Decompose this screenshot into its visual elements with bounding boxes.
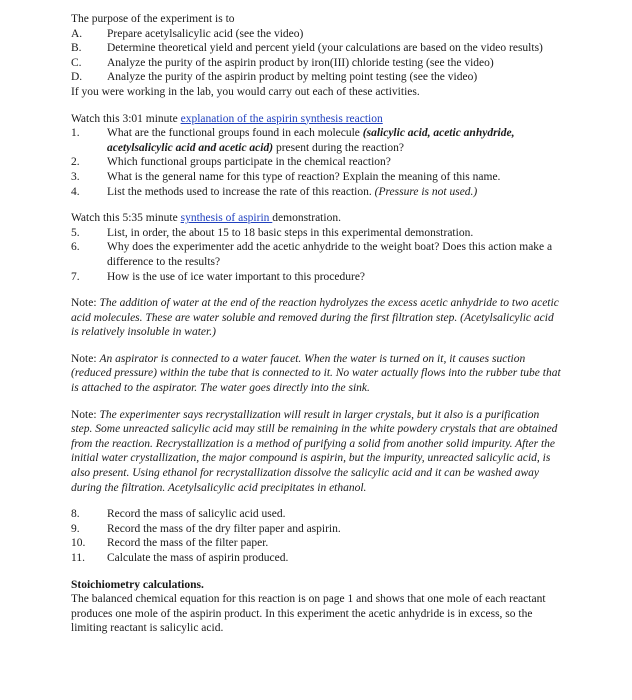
question-5: 5. List, in order, the about 15 to 18 basic steps in this experimental demonstration.: [71, 226, 474, 239]
record-item-10: 10. Record the mass of the filter paper.: [71, 537, 269, 550]
explanation-video-link[interactable]: explanation of the aspirin synthesis reaction: [180, 112, 383, 125]
purpose-item-d: D. Analyze the purity of the aspirin product by melting point testing (see the video): [71, 71, 478, 84]
purpose-item-a: A. Prepare acetylsalicylic acid (see the video): [71, 27, 304, 40]
section1-lead: Watch this 3:01 minute explanation of the aspirin synthesis reaction: [71, 112, 383, 125]
purpose-item-b: B. Determine theoretical yield and percent yield (your calculations are based on the video results): [71, 42, 543, 55]
purpose-title: The purpose of the experiment is to: [71, 13, 235, 25]
document-body: [71, 12, 561, 636]
question-7: 7. How is the use of ice water important to this procedure?: [71, 270, 366, 283]
note-aspirator: Note: An aspirator is connected to a water faucet. When the water is turned on it, it causes suction (reduced pressure) within the tube that is connected to it. No water actually flows into the rubber tube that is attached to the aspirator. The water goes directly into the sink.: [71, 352, 561, 395]
record-item-11: 11. Calculate the mass of aspirin produced.: [71, 552, 289, 564]
question-6: 6. Why does the experimenter add the acetic anhydride to the weight boat? Does this action make a difference to the results?: [71, 241, 553, 268]
section2-lead: Watch this 5:35 minute synthesis of aspirin demonstration.: [71, 212, 341, 225]
stoichiometry-heading: Stoichiometry calculations.: [71, 578, 204, 591]
purpose-item-c: C. Analyze the purity of the aspirin product by iron(III) chloride testing (see the video): [71, 56, 494, 69]
question-2: 2. Which functional groups participate in the chemical reaction?: [71, 156, 391, 169]
question-1: 1. What are the functional groups found in each molecule (salicylic acid, acetic anhydride, acetylsalicylic acid and acetic acid) present during the reaction?: [71, 127, 515, 154]
synthesis-video-link[interactable]: synthesis of aspirin: [180, 212, 273, 225]
stoichiometry-body: The balanced chemical equation for this reaction is on page 1 and shows that one mole of each reactant produces one mole of the aspirin product. In this experiment the acetic anhydride is in excess, so the limiting reactant is salicylic acid.: [71, 593, 546, 635]
note-hydrolysis: Note: The addition of water at the end of the reaction hydrolyzes the excess acetic anhydride to two acetic acid molecules. These are water soluble and removed during the first filtration step. (Acetylsalicylic acid is relatively insoluble in water.): [71, 297, 559, 339]
question-3: 3. What is the general name for this type of reaction? Explain the meaning of this name.: [71, 170, 501, 183]
record-item-8: 8. Record the mass of salicylic acid used.: [71, 508, 286, 521]
purpose-closing: If you were working in the lab, you would carry out each of these activities.: [71, 85, 420, 98]
note-recrystallization: Note: The experimenter says recrystallization will result in larger crystals, but it also is a purification step. Some unreacted salicylic acid may still be remaining in the white powdery crystals that are obtained from the reaction. Recrystallization is a method of purifying a solid from another solid impurity. After the initial water crystallization, the major compound is aspirin, but the impurity, unreacted salicylic acid, is also present. Using ethanol for recrystallization dissolve the salicylic acid and it can be washed away during the filtration. Acetylsalicylic acid precipitates in ethanol.: [71, 408, 558, 494]
question-4: 4. List the methods used to increase the rate of this reaction. (Pressure is not used.): [71, 185, 478, 198]
record-item-9: 9. Record the mass of the dry filter paper and aspirin.: [71, 522, 341, 535]
